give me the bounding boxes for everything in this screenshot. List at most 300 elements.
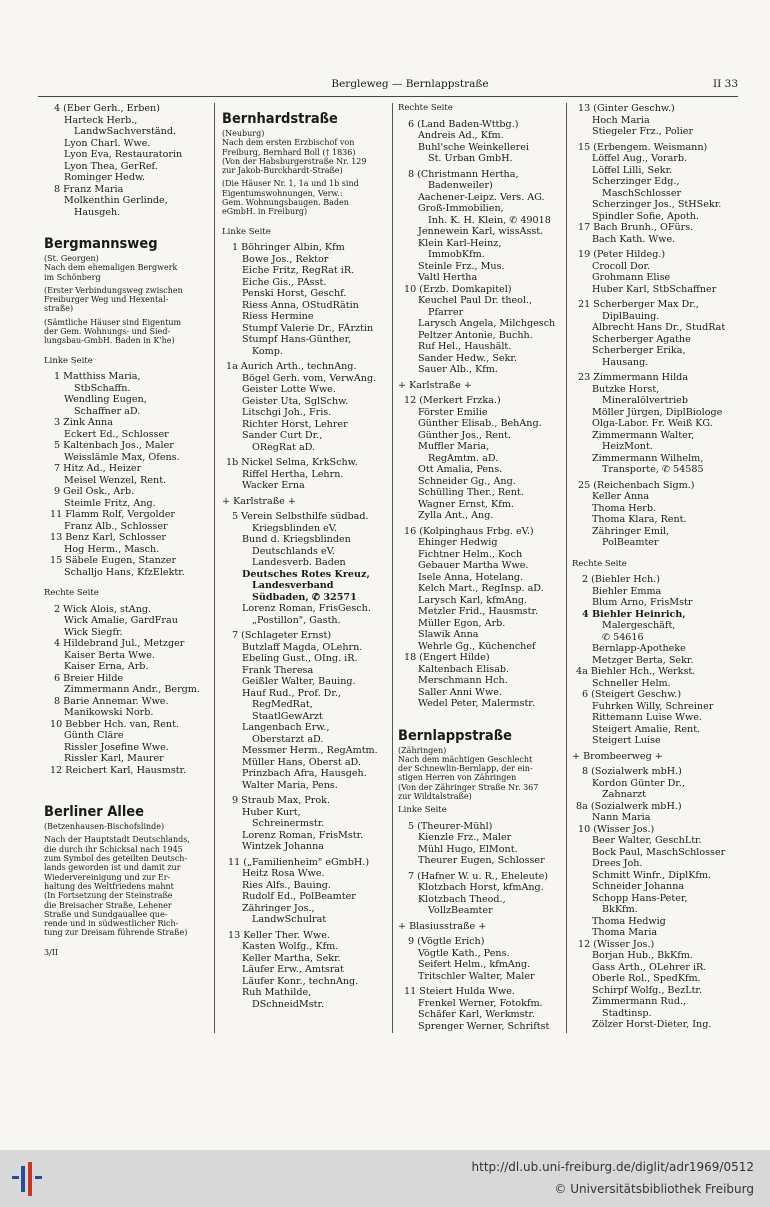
resident-entry: 7 (Schlageter Ernst) — [232, 630, 332, 642]
resident-entry: Ott Amalia, Pens. — [418, 464, 503, 475]
resident-entry: 5 Verein Selbsthilfe südbad. — [232, 511, 369, 523]
resident-entry: StbSchaffn. — [74, 382, 131, 394]
resident-entry: Schneller Helm. — [592, 677, 671, 689]
resident-entry: 18 (Engert Hilde) — [404, 652, 490, 663]
resident-entry: Sauer Alb., Kfm. — [418, 364, 498, 375]
resident-entry: 6 (Land Baden-Wttbg.) — [408, 118, 519, 130]
resident-entry: Hausgeh. — [74, 206, 121, 218]
resident-entry: Stiegeler Frz., Polier — [592, 126, 694, 137]
resident-entry: Schreinermstr. — [252, 818, 325, 830]
resident-entry: Tritschler Walter, Maler — [418, 970, 535, 982]
resident-entry: Geister Lotte Wwe. — [242, 384, 336, 396]
resident-entry: 8 (Sozialwerk mbH.) — [582, 766, 682, 777]
street-note: lungsbau-GmbH. Baden in K'he) — [44, 336, 175, 346]
resident-entry: Kaltenbach Elisab. — [418, 663, 510, 675]
resident-entry: Geister Uta, SglSchw. — [242, 395, 349, 407]
street-note: Wiedervereinigung und zur Er- — [44, 872, 171, 882]
resident-entry: Zähringer Emil, — [592, 525, 670, 537]
column-1 — [44, 103, 209, 957]
street-note: (Sämtliche Häuser sind Eigentum — [44, 317, 182, 327]
resident-entry: Schmitt Winfr., DiplKfm. — [592, 869, 712, 881]
resident-entry: Stumpf Hans-Günther, — [242, 334, 352, 346]
resident-entry: Jennewein Karl, wissAsst. — [418, 226, 544, 237]
resident-entry: Gebauer Martha Wwe. — [418, 560, 529, 571]
resident-entry: 4 Biehler Heinrich, — [582, 608, 686, 620]
resident-entry: Lyon Eva, Restauratorin — [64, 149, 183, 160]
street-note: Nach dem ehemaligen Bergwerk — [44, 263, 178, 273]
resident-entry: Scherberger Agathe — [592, 333, 691, 345]
resident-entry: BkKfm. — [602, 904, 638, 915]
resident-entry: Peltzer Antonie, Buchh. — [418, 329, 533, 341]
resident-entry: Thoma Hedwig — [592, 915, 666, 927]
permalink-url[interactable]: http://dl.ub.uni-freiburg.de/diglit/adr1969/0512 — [471, 1160, 754, 1174]
resident-entry: Lyon Charl. Wwe. — [64, 137, 151, 149]
resident-entry: Zimmermann Wilhelm, — [592, 452, 704, 464]
page-number: II 33 — [713, 78, 738, 90]
resident-entry: 9 Straub Max, Prok. — [232, 795, 330, 807]
resident-entry: 15 (Erbengem. Weismann) — [578, 141, 708, 153]
resident-entry: Badenweiler) — [428, 180, 493, 191]
resident-entry: Wagner Ernst, Kfm. — [418, 498, 514, 510]
spacer — [44, 346, 209, 356]
side-label: Rechte Seite — [572, 558, 627, 569]
resident-entry: Mineralölvertrieb — [602, 395, 688, 406]
resident-entry: MaschSchlosser — [602, 187, 682, 199]
resident-entry: Gass Arth., OLehrer iR. — [592, 961, 707, 973]
resident-entry: Deutschlands eV. — [252, 545, 335, 557]
resident-entry: Oberstarzt aD. — [252, 733, 324, 745]
resident-entry: Biehler Emma — [592, 585, 662, 597]
resident-entry: Kaiser Erna, Arb. — [64, 661, 149, 673]
resident-entry: Möller Jürgen, DiplBiologe — [592, 406, 723, 418]
resident-entry: Oberle Rol., SpedKfm. — [592, 973, 701, 984]
resident-entry: Vögtle Kath., Pens. — [418, 947, 510, 959]
spacer — [44, 786, 209, 796]
resident-entry: Olga-Labor. Fr. Weiß KG. — [592, 418, 713, 429]
resident-entry: Zimmermann Walter, — [592, 429, 695, 441]
resident-entry: Schopp Hans-Peter, — [592, 892, 688, 904]
resident-entry: Wick Siegfr. — [64, 626, 123, 638]
resident-entry: 23 Zimmermann Hilda — [578, 372, 689, 383]
resident-entry: Sander Hedw., Sekr. — [418, 352, 517, 364]
resident-entry: DiplBauing. — [602, 310, 660, 322]
street-note: rende und in südwestlicher Rich- — [44, 919, 179, 929]
street-note: (Neuburg) — [222, 129, 265, 138]
resident-entry: Larysch Karl, kfmAng. — [418, 594, 528, 606]
side-label: Rechte Seite — [44, 588, 99, 599]
resident-entry: 12 (Merkert Frzka.) — [404, 395, 501, 406]
resident-entry: Riess Hermine — [242, 311, 314, 323]
footer-bar — [0, 1150, 770, 1207]
resident-entry: RegAmtm. aD. — [428, 452, 499, 464]
resident-entry: ORegRat aD. — [252, 441, 316, 453]
resident-entry: 7 (Hafner W. u. R., Eheleute) — [408, 870, 549, 882]
resident-entry: Theurer Eugen, Schlosser — [418, 855, 545, 867]
resident-entry: Ruh Mathilde, — [242, 987, 312, 999]
resident-entry: Kriegsblinden eV. — [252, 522, 338, 534]
resident-entry: Malergeschäft, — [602, 620, 676, 631]
resident-entry: Messmer Herm., RegAmtm. — [242, 745, 378, 757]
resident-entry: 16 (Kolpinghaus Frbg. eV.) — [404, 525, 534, 537]
street-note: (St. Georgen) — [44, 254, 99, 263]
resident-entry: Scherberger Erika, — [592, 345, 686, 356]
resident-entry: 21 Scherberger Max Dr., — [578, 299, 699, 310]
resident-entry: Scherzinger Edg., — [592, 176, 680, 187]
resident-entry: Läufer Konr., technAng. — [242, 975, 359, 987]
resident-entry: Frenkel Werner, Fotokfm. — [418, 997, 543, 1009]
resident-entry: Heitz Rosa Wwe. — [242, 868, 325, 880]
resident-entry: Steigert Amalie, Rent. — [592, 723, 701, 735]
resident-entry: Penski Horst, Geschf. — [242, 288, 347, 300]
resident-entry: 10 Bebber Hch. van, Rent. — [50, 718, 180, 730]
spacer — [44, 938, 209, 948]
resident-entry: Valtl Hertha — [418, 272, 478, 283]
column-2 — [222, 103, 392, 1010]
column-divider — [392, 103, 393, 1033]
resident-entry: Huber Karl, StbSchaffner — [592, 283, 717, 295]
street-note: die Breisacher Straße, Lehener — [44, 900, 172, 910]
resident-entry: Weisslämle Max, Ofens. — [64, 451, 180, 463]
resident-entry: St. Urban GmbH. — [428, 153, 513, 164]
street-note: Eigentumswohnungen, Verw.: — [222, 188, 343, 198]
resident-entry: Beer Walter, GeschLtr. — [592, 835, 702, 846]
resident-entry: ✆ 54616 — [602, 631, 644, 643]
resident-entry: 4 (Eber Gerh., Erben) — [54, 103, 160, 114]
resident-entry: Kasten Wolfg., Kfm. — [242, 941, 339, 953]
resident-entry: 4 Hildebrand Jul., Metzger — [54, 638, 185, 650]
resident-entry: Südbaden, ✆ 32571 — [252, 591, 357, 603]
street-note: Straße und Sundgauallee que- — [44, 909, 168, 919]
resident-entry: Keuchel Paul Dr. theol., — [418, 295, 533, 306]
resident-entry: Sander Curt Dr., — [242, 430, 323, 442]
resident-entry: Harteck Herb., — [64, 114, 138, 126]
resident-entry: 8a (Sozialwerk mbH.) — [576, 800, 682, 812]
street-note: zum Symbol des geteilten Deutsch- — [44, 854, 188, 864]
resident-entry: Lorenz Roman, FrisGesch. — [242, 603, 371, 615]
resident-entry: Wehrle Gg., Küchenchef — [418, 640, 536, 652]
resident-entry: 1b Nickel Selma, KrkSchw. — [226, 457, 358, 469]
spacer — [398, 710, 568, 720]
resident-entry: Stumpf Valerie Dr., FÄrztin — [242, 322, 374, 334]
resident-entry: 8 (Christmann Hertha, — [408, 168, 519, 180]
resident-entry: Meisel Wenzel, Rent. — [64, 474, 167, 486]
resident-entry: Schülling Ther., Rent. — [418, 487, 524, 498]
resident-entry: VollzBeamter — [428, 905, 493, 917]
resident-entry: Landesverb. Baden — [252, 557, 346, 569]
resident-entry: DSchneidMstr. — [252, 998, 325, 1010]
resident-entry: Lorenz Roman, FrisMstr. — [242, 829, 364, 841]
resident-entry: Zimmermann Andr., Bergm. — [64, 684, 200, 696]
resident-entry: Frank Theresa — [242, 664, 314, 676]
resident-entry: Müller Egon, Arb. — [418, 617, 506, 629]
resident-entry: Butzke Horst, — [592, 383, 660, 395]
resident-entry: 6 (Steigert Geschw.) — [582, 689, 682, 700]
street-note: (In Fortsetzung der Steinstraße — [44, 891, 173, 901]
resident-entry: Nann Maria — [592, 812, 651, 823]
resident-entry: Saller Anni Wwe. — [418, 686, 502, 698]
resident-entry: Schneider Johanna — [592, 881, 685, 892]
resident-entry: Muffler Maria, — [418, 441, 490, 452]
resident-entry: Groß-Immobilien, — [418, 203, 504, 214]
resident-entry: Wick Amalie, GardFrau — [64, 615, 178, 627]
resident-entry: + Blasiusstraße + — [398, 920, 487, 932]
street-note: Freiburg, Bernhard Boll († 1836) — [222, 147, 356, 157]
resident-entry: Blum Arno, FrisMstr — [592, 597, 693, 608]
resident-entry: Löffel Aug., Vorarb. — [592, 153, 688, 164]
resident-entry: 8 Franz Maria — [54, 183, 124, 195]
spacer — [222, 217, 392, 227]
resident-entry: Eiche Gis., PAsst. — [242, 276, 327, 288]
resident-entry: Eiche Fritz, RegRat iR. — [242, 265, 355, 277]
resident-entry: 1a Aurich Arth., technAng. — [226, 361, 357, 373]
resident-entry: Ebeling Gust., OIng. iR. — [242, 653, 358, 665]
resident-entry: Andreis Ad., Kfm. — [418, 130, 504, 141]
resident-entry: Schneider Gg., Ang. — [418, 475, 516, 487]
spacer — [44, 218, 209, 228]
resident-entry: Thoma Herb. — [592, 502, 657, 514]
resident-entry: Schäfer Karl, Werkmstr. — [418, 1009, 535, 1021]
street-note: (Von der Habsburgerstraße Nr. 129 — [222, 156, 367, 166]
resident-entry: Hoch Maria — [592, 114, 650, 126]
resident-entry: Kordon Günter Dr., — [592, 777, 685, 789]
resident-entry: Isele Anna, Hotelang. — [418, 571, 524, 583]
resident-entry: 9 Geil Osk., Arb. — [54, 486, 135, 498]
resident-entry: Prinzbach Afra, Hausgeh. — [242, 768, 367, 780]
resident-entry: Steinle Frz., Mus. — [418, 260, 505, 272]
street-note: 3/II — [44, 947, 59, 957]
resident-entry: + Karlstraße + — [222, 495, 296, 507]
resident-entry: + Karlstraße + — [398, 379, 472, 391]
resident-entry: Rudolf Ed., PolBeamter — [242, 891, 356, 903]
resident-entry: Crocoll Dor. — [592, 260, 651, 272]
side-label: Rechte Seite — [398, 103, 453, 113]
resident-entry: Wendling Eugen, — [64, 394, 147, 406]
copyright-notice: © Universitätsbibliothek Freiburg — [554, 1182, 754, 1196]
resident-entry: Landesverband — [252, 580, 334, 592]
resident-entry: 2 (Biehler Hch.) — [582, 574, 660, 585]
resident-entry: Borjan Hub., BkKfm. — [592, 950, 693, 961]
resident-entry: Kaiser Berta Wwe. — [64, 649, 155, 661]
resident-entry: Pfarrer — [428, 306, 464, 318]
resident-entry: Slawik Anna — [418, 629, 479, 640]
resident-entry: 12 (Wisser Jos.) — [578, 938, 655, 950]
resident-entry: StaatlGewArzt — [252, 710, 323, 722]
resident-entry: Drees Joh. — [592, 858, 643, 869]
resident-entry: Bowe Jos., Rektor — [242, 253, 329, 265]
street-note: der Schnewlin-Bernlapp, der ein- — [398, 764, 533, 774]
resident-entry: „Postillon", Gasth. — [252, 614, 341, 626]
resident-entry: Ehinger Hedwig — [418, 537, 498, 548]
street-note: zur Jakob-Burckhardt-Straße) — [222, 166, 343, 176]
resident-entry: 11 Steiert Hulda Wwe. — [404, 986, 515, 998]
resident-entry: Aachener-Leipz. Vers. AG. — [418, 191, 545, 203]
resident-entry: Günther Jos., Rent. — [418, 429, 512, 441]
resident-entry: LandwSchulrat — [252, 914, 327, 926]
resident-entry: Bögel Gerh. vom, VerwAng. — [242, 372, 377, 384]
street-note: Gem. Wohnungsbaugen. Baden — [222, 198, 349, 208]
resident-entry: 9 (Vögtle Erich) — [408, 936, 485, 948]
resident-entry: Rissler Josefine Wwe. — [64, 741, 169, 753]
resident-entry: HeizMont. — [602, 441, 653, 452]
resident-entry: Hauf Rud., Prof. Dr., — [242, 687, 342, 699]
street-note: Nach der Hauptstadt Deutschlands, — [44, 835, 190, 845]
resident-entry: Komp. — [252, 345, 283, 357]
resident-entry: Inh. K. H. Klein, ✆ 49018 — [428, 214, 551, 226]
resident-entry: Schalljo Hans, KfzElektr. — [64, 566, 185, 578]
resident-entry: Bund d. Kriegsblinden — [242, 534, 351, 546]
resident-entry: Riffel Hertha, Lehrn. — [242, 468, 344, 480]
resident-entry: Klotzbach Horst, kfmAng. — [418, 882, 544, 894]
resident-entry: Riess Anna, OStudRätin — [242, 299, 359, 311]
resident-entry: 1 Böhringer Albin, Kfm — [232, 242, 345, 254]
street-note: die durch ihr Schicksal nach 1945 — [44, 844, 183, 854]
resident-entry: LandwSachverständ. — [74, 126, 177, 137]
resident-entry: PolBeamter — [602, 537, 659, 548]
resident-entry: Stadtinsp. — [602, 1007, 652, 1019]
resident-entry: Wacker Erna — [242, 480, 305, 492]
column-divider — [214, 103, 215, 1033]
resident-entry: Günther Elisab., BehAng. — [418, 418, 542, 429]
resident-entry: 11 Flamm Rolf, Vergolder — [50, 509, 176, 521]
street-note: straße) — [44, 304, 74, 314]
street-note: eGmbH. in Freiburg) — [222, 207, 308, 217]
resident-entry: 10 (Erzb. Domkapitel) — [404, 283, 512, 295]
street-note: lands geworden ist und damit zur — [44, 863, 181, 873]
resident-entry: 17 Bach Brunh., OFürs. — [578, 222, 694, 233]
resident-entry: 7 Hitz Ad., Heizer — [54, 463, 142, 475]
street-heading: Bergmannsweg — [44, 236, 158, 252]
street-note: haltung des Weltfriedens mahnt — [44, 881, 174, 891]
resident-entry: RegMedRat, — [252, 699, 313, 711]
resident-entry: Müller Hans, Oberst aD. — [242, 756, 361, 768]
resident-entry: 25 (Reichenbach Sigm.) — [578, 479, 695, 491]
resident-entry: Franz Alb., Schlosser — [64, 520, 168, 532]
resident-entry: Metzger Berta, Sekr. — [592, 654, 694, 666]
resident-entry: Schaffner aD. — [74, 405, 141, 417]
resident-entry: Seifert Helm., kfmAng. — [418, 959, 531, 971]
library-logo-icon — [10, 1162, 44, 1196]
resident-entry: + Brombeerweg + — [572, 750, 663, 762]
resident-entry: Richter Horst, Lehrer — [242, 418, 348, 430]
resident-entry: Wintzek Johanna — [242, 841, 324, 853]
resident-entry: ImmobKfm. — [428, 249, 485, 260]
street-note: (Die Häuser Nr. 1, 1a und 1b sind — [222, 179, 359, 189]
street-note: (Zähringen) — [398, 745, 447, 755]
resident-entry: Buhl'sche Weinkellerei — [418, 141, 529, 153]
resident-entry: 2 Wick Alois, stAng. — [54, 603, 152, 615]
resident-entry: 19 (Peter Hildeg.) — [578, 249, 666, 260]
column-4 — [572, 103, 742, 1031]
resident-entry: Zölzer Horst-Dieter, Ing. — [592, 1019, 712, 1030]
resident-entry: Klotzbach Theod., — [418, 893, 506, 905]
resident-entry: Transporte, ✆ 54585 — [602, 464, 704, 475]
resident-entry: 11 („Familienheim" eGmbH.) — [228, 856, 370, 868]
resident-entry: Günth Cläre — [64, 730, 124, 742]
resident-entry: 3 Zink Anna — [54, 417, 113, 429]
spacer — [572, 549, 742, 559]
spacer — [44, 578, 209, 588]
resident-entry: Hausang. — [602, 356, 649, 368]
resident-entry: Manikowski Norb. — [64, 707, 154, 719]
resident-entry: 13 Benz Karl, Schlosser — [50, 532, 166, 544]
resident-entry: Scherzinger Jos., StHSekr. — [592, 199, 722, 210]
resident-entry: Rissler Karl, Maurer — [64, 753, 164, 765]
resident-entry: Bach Kath. Wwe. — [592, 233, 676, 245]
resident-entry: Zähringer Jos., — [242, 902, 315, 914]
street-note: (Erster Verbindungsweg zwischen — [44, 285, 183, 295]
column-3 — [398, 103, 568, 1032]
resident-entry: Thoma Klara, Rent. — [592, 514, 687, 525]
street-heading: Bernhardstraße — [222, 111, 338, 127]
resident-entry: Butzlaff Magda, OLehrn. — [242, 641, 363, 653]
resident-entry: Spindler Sofie, Apoth. — [592, 210, 699, 222]
side-label: Linke Seite — [398, 805, 447, 816]
street-note: zur Wildtalstraße) — [398, 791, 472, 801]
resident-entry: Litschgi Joh., Fris. — [242, 407, 332, 419]
street-note: Nach dem ersten Erzbischof von — [222, 138, 355, 148]
resident-entry: Mühl Hugo, ElMont. — [418, 843, 518, 855]
resident-entry: Steimle Fritz, Ang. — [64, 497, 156, 509]
resident-entry: Walter Maria, Pens. — [242, 779, 338, 791]
resident-entry: Zimmermann Rud., — [592, 996, 687, 1007]
resident-entry: Zylla Ant., Ang. — [418, 510, 494, 521]
resident-entry: Metzler Frid., Hausmstr. — [418, 606, 539, 617]
resident-entry: Schirpf Wolfg., BezLtr. — [592, 984, 703, 996]
street-heading: Bernlappstraße — [398, 727, 512, 744]
resident-entry: Hog Herm., Masch. — [64, 543, 160, 555]
street-note: stigen Herren von Zähringen — [398, 773, 517, 783]
resident-entry: Rominger Hedw. — [64, 172, 146, 183]
street-note: (Von der Zähringer Straße Nr. 367 — [398, 782, 539, 792]
resident-entry: Thoma Maria — [592, 927, 658, 938]
street-note: Freiburger Weg und Hexental- — [44, 295, 169, 305]
resident-entry: Ries Alfs., Bauing. — [242, 879, 331, 891]
resident-entry: Rittemann Luise Wwe. — [592, 712, 702, 723]
resident-entry: Wedel Peter, Malermstr. — [418, 698, 535, 709]
resident-entry: Ruf Hel., Haushält. — [418, 341, 512, 352]
resident-entry: Albrecht Hans Dr., StudRat — [592, 322, 726, 333]
resident-entry: Merschmann Hch. — [418, 675, 508, 686]
resident-entry: Bernlapp-Apotheke — [592, 643, 686, 654]
resident-entry: Lyon Thea, GerRef. — [64, 160, 158, 172]
resident-entry: 5 Kaltenbach Jos., Maler — [54, 440, 174, 452]
resident-entry: Steigert Luise — [592, 735, 661, 746]
resident-entry: Kienzle Frz., Maler — [418, 832, 512, 844]
resident-entry: Läufer Erw., Amtsrat — [242, 964, 344, 976]
resident-entry: Huber Kurt, — [242, 806, 301, 818]
resident-entry: Keller Anna — [592, 491, 650, 502]
resident-entry: Larysch Angela, Milchgesch — [418, 318, 556, 329]
resident-entry: Deutsches Rotes Kreuz, — [242, 568, 370, 580]
resident-entry: Kelch Mart., RegInsp. aD. — [418, 583, 544, 594]
street-note: (Betzenhausen-Bischofslinde) — [44, 822, 165, 832]
resident-entry: Bock Paul, MaschSchlosser — [592, 846, 726, 858]
resident-entry: Klein Karl-Heinz, — [418, 237, 502, 249]
resident-entry: Fuhrken Willy, Schreiner — [592, 700, 714, 712]
street-note: der Gem. Wohnungs- und Sied- — [44, 327, 171, 337]
resident-entry: Eckert Ed., Schlosser — [64, 428, 169, 440]
resident-entry: Sprenger Werner, Schriftst — [418, 1020, 550, 1032]
spacer — [44, 776, 209, 786]
street-note: tung zur Dreisam führende Straße) — [44, 928, 188, 938]
street-heading: Berliner Allee — [44, 804, 145, 821]
street-note: Nach dem mächtigen Geschlecht — [398, 754, 533, 764]
resident-entry: 12 Reichert Karl, Hausmstr. — [50, 764, 187, 776]
resident-entry: 6 Breier Hilde — [54, 672, 124, 684]
resident-entry: 1 Matthiss Maria, — [54, 371, 141, 383]
resident-entry: Fichtner Helm., Koch — [418, 548, 523, 560]
resident-entry: Zahnarzt — [602, 789, 646, 800]
